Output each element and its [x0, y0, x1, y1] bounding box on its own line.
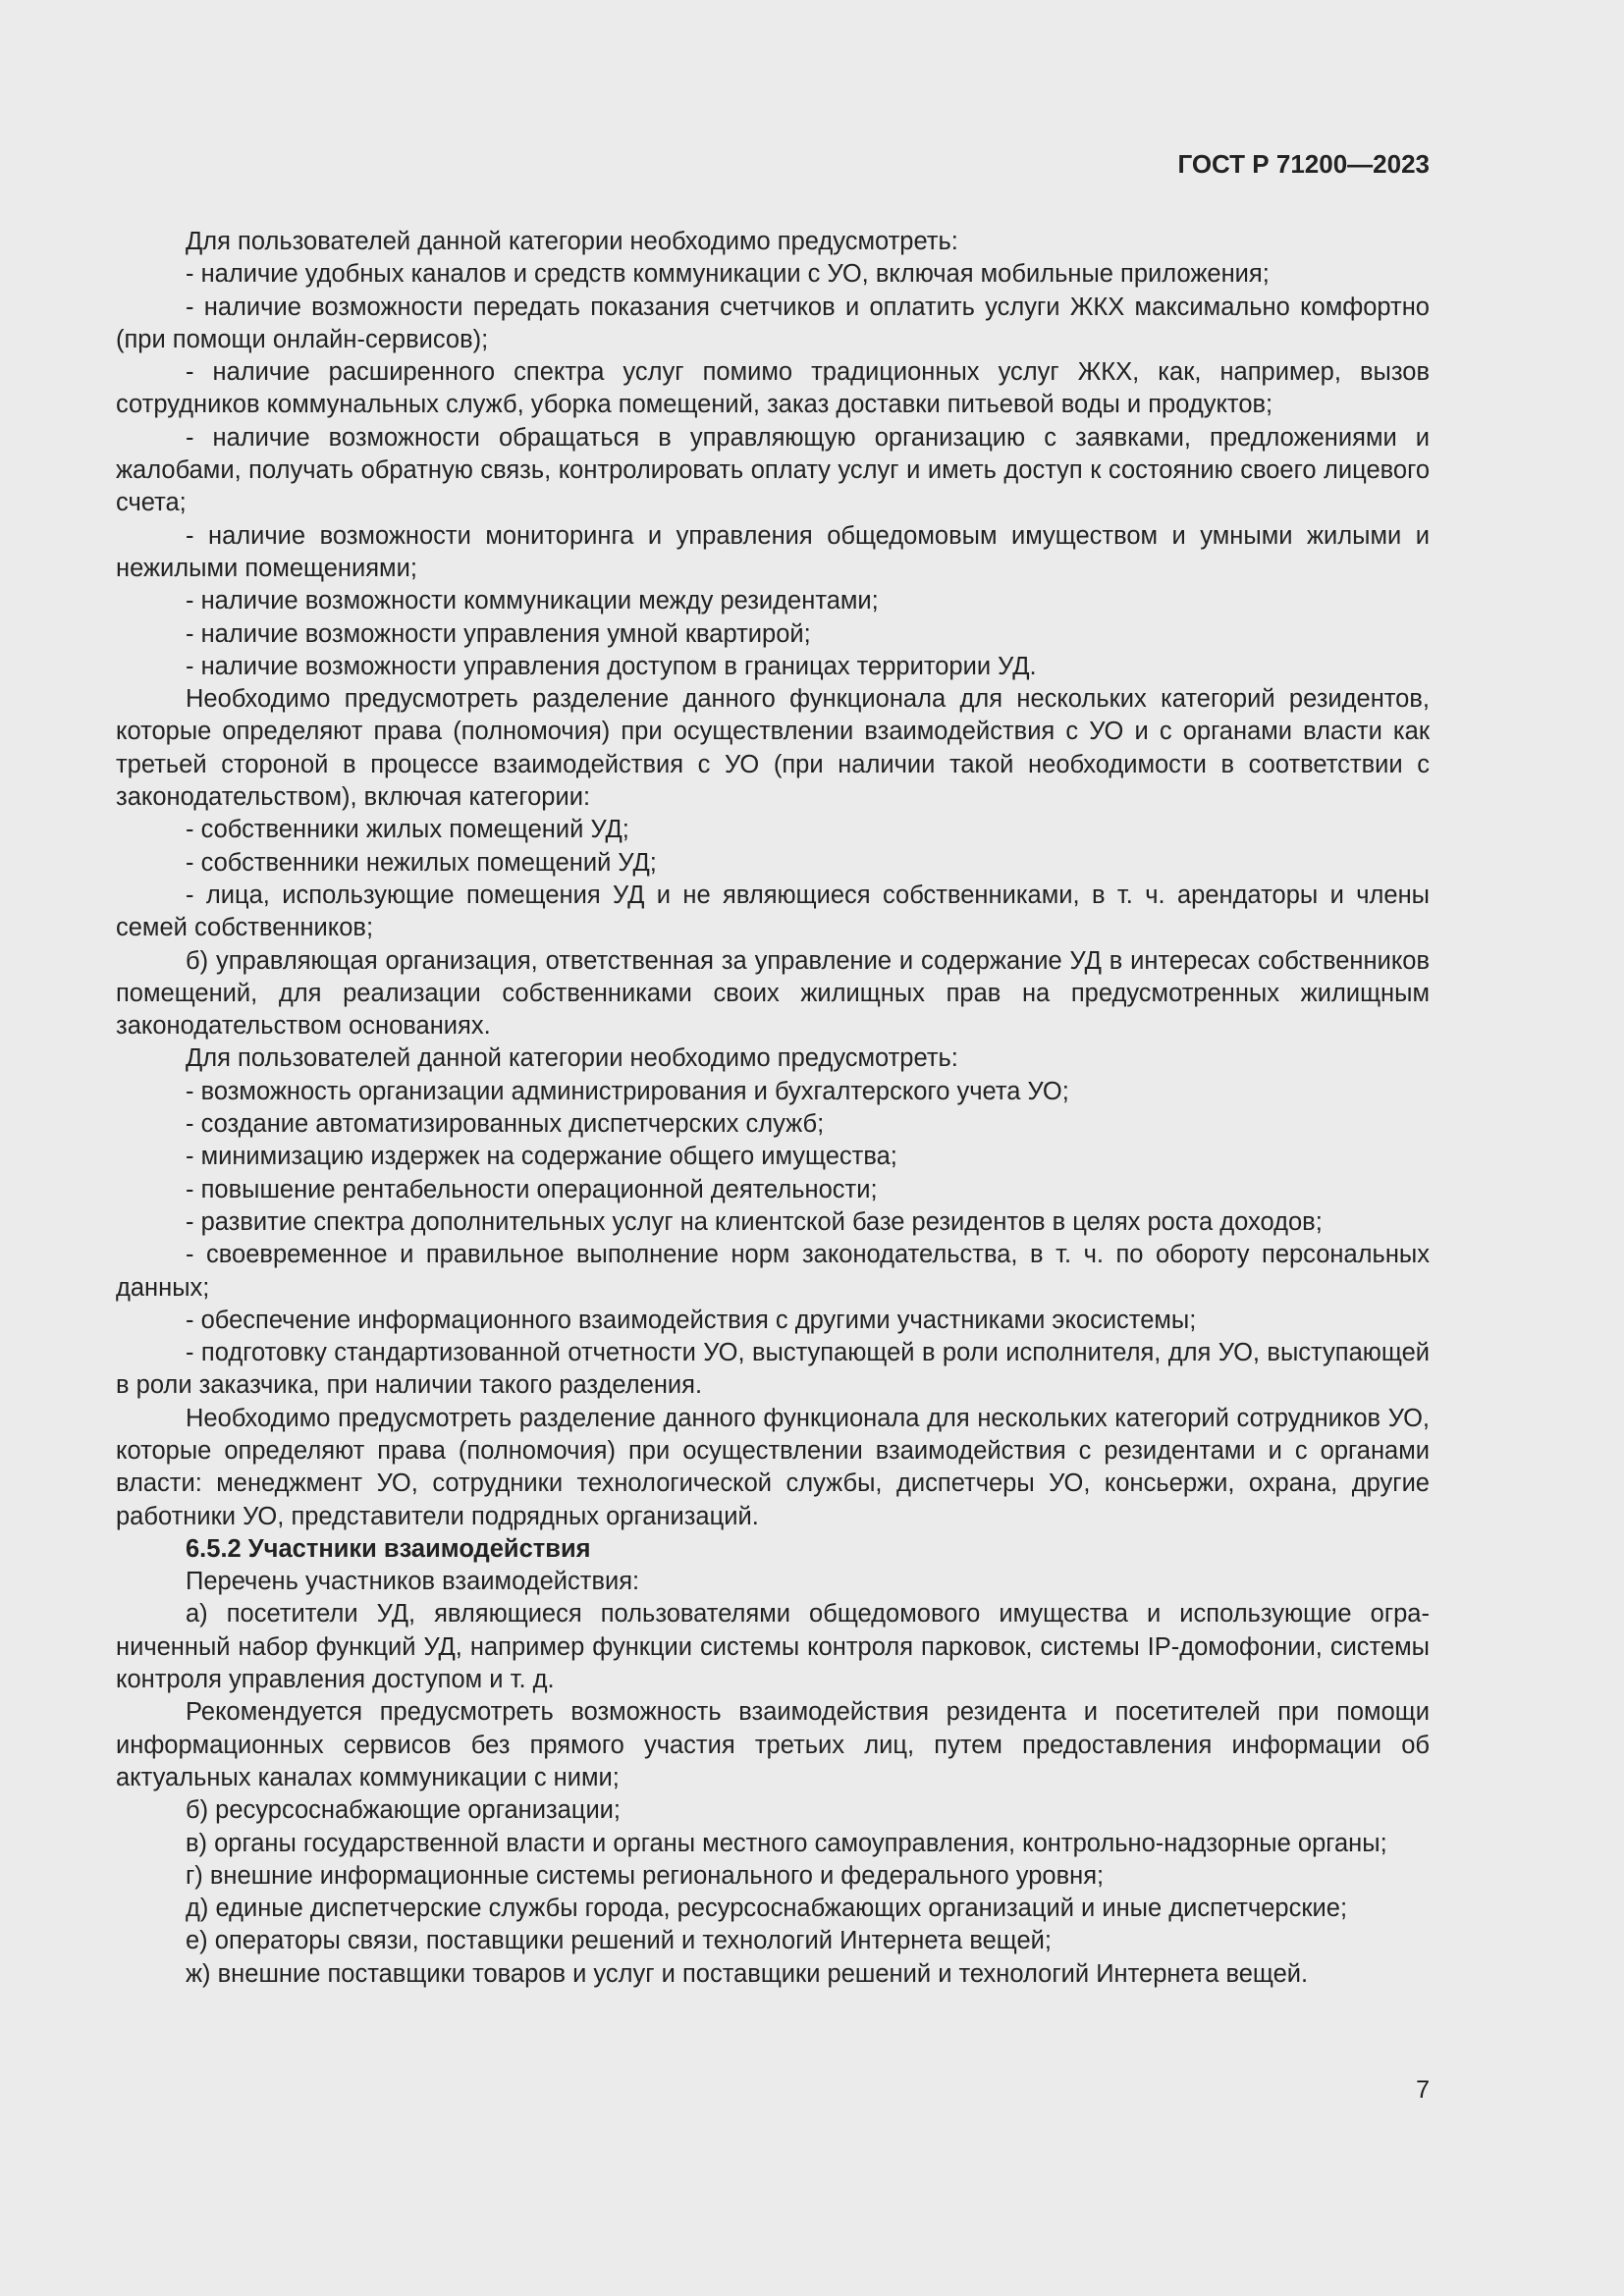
list-item: - подготовку стандартизованной отчетности УО, выступающей в роли исполнителя, для УО, выступающей в роли заказчика, при наличии такого разделения. [116, 1339, 1430, 1400]
list-item: б) ресурсоснабжающие организации; [186, 1796, 622, 1825]
list-item: - создание автоматизированных диспетчерских служб; [186, 1110, 825, 1139]
list-item: д) единые диспетчерские службы города, ресурсоснабжающих организаций и иные диспетчерские; [186, 1895, 1348, 1923]
standard-id: ГОСТ Р 71200—2023 [1177, 149, 1430, 179]
list-item: - наличие возможности мониторинга и управления общедомовым имуществом и умными жилыми и нежилыми помещениями; [116, 521, 1430, 582]
list-item: а) посетители УД, являющиеся пользователями общедомового имущества и использующие ограниченный набор функций УД, например функции системы контроля парковок, системы IP-домофонии, системы контроля управления доступом и т. д. [116, 1600, 1430, 1694]
document-header [1177, 147, 1430, 181]
list-item: - наличие возможности коммуникации между резидентами; [186, 587, 879, 615]
list-item: г) внешние информационные системы регионального и федерального уровня; [186, 1861, 1105, 1890]
list-item: - развитие спектра дополнительных услуг на клиентской базе резидентов в целях роста доходов; [186, 1207, 1323, 1236]
list-item: ж) внешние поставщики товаров и услуг и поставщики решений и технологий Интернета вещей. [186, 1959, 1309, 1988]
list-item: - лица, использующие помещения УД и не являющиеся собственниками, в т. ч. арендаторы и члены семей собственников; [116, 881, 1430, 942]
list-item: - возможность организации администрирования и бухгалтерского учета УО; [186, 1077, 1069, 1105]
paragraph: Рекомендуется предусмотреть возможность взаимодействия резидента и посетителей при помощи информационных сервисов без прямого участия третьих лиц, путем предоставления информации об актуальных каналах коммуникации с ними; [116, 1698, 1430, 1791]
list-item: - наличие расширенного спектра услуг помимо традиционных услуг ЖКХ, как, например, вызов сотрудников коммунальных служб, уборка помещений, заказ доставки питьевой воды и продуктов; [116, 358, 1430, 419]
paragraph: Для пользователей данной категории необходимо предусмотреть: [186, 1044, 958, 1073]
list-item: - наличие удобных каналов и средств коммуникации с УО, включая мобильные приложения; [186, 260, 1270, 289]
list-item: - наличие возможности передать показания счетчиков и оплатить услуги ЖКХ максимально комфортно (при помощи онлайн-сервисов); [116, 293, 1430, 353]
list-item: - повышение рентабельности операционной деятельности; [186, 1175, 878, 1203]
paragraph: Перечень участников взаимодействия: [186, 1568, 640, 1596]
list-item: - своевременное и правильное выполнение норм законодательства, в т. ч. по обороту персональных данных; [116, 1241, 1430, 1302]
list-item: - собственники жилых помещений УД; [186, 816, 629, 844]
list-item: - наличие возможности управления доступом в границах территории УД. [186, 652, 1037, 680]
list-item: - наличие возможности управления умной квартирой; [186, 619, 811, 648]
list-item: б) управляющая организация, ответственная за управление и содержание УД в интересах собственников помещений, для реализации собственниками своих жилищных прав на предусмотренных жилищным законодательством основаниях. [116, 946, 1430, 1041]
list-item: - обеспечение информационного взаимодействия с другими участниками экосистемы; [186, 1306, 1197, 1334]
list-item: - собственники нежилых помещений УД; [186, 848, 657, 877]
list-item: в) органы государственной власти и органы местного самоуправления, контрольно-надзорные органы; [186, 1829, 1387, 1857]
page-number: 7 [1416, 2076, 1430, 2104]
section-heading: 6.5.2 Участники взаимодействия [186, 1534, 591, 1563]
paragraph: Необходимо предусмотреть разделение данного функционала для нескольких категорий сотрудников УО, которые определяют права (полномочия) при осуществлении взаимодействия с резидентами и с органами власти: менеджмент УО, сотрудники технологической службы, диспетчеры УО, консьержи, охрана, другие работники УО, представители подрядных организаций. [116, 1404, 1430, 1530]
list-item: е) операторы связи, поставщики решений и технологий Интернета вещей; [186, 1927, 1052, 1955]
paragraph: Необходимо предусмотреть разделение данного функционала для нескольких категорий резидентов, которые определяют права (полномочия) при осуществлении взаимодействия с УО и с органами власти как третьей стороной в процессе взаимодействия с УО (при наличии такой необходимости в соответствии с законодательством), включая категории: [116, 685, 1430, 812]
paragraph: Для пользователей данной категории необходимо предусмотреть: [186, 228, 958, 255]
page-body [116, 226, 1430, 1991]
list-item: - минимизацию издержек на содержание общего имущества; [186, 1143, 897, 1171]
list-item: - наличие возможности обращаться в управляющую организацию с заявками, предложениями и жалобами, получать обратную связь, контролировать оплату услуг и иметь доступ к состоянию своего лицевого счета; [116, 423, 1430, 517]
